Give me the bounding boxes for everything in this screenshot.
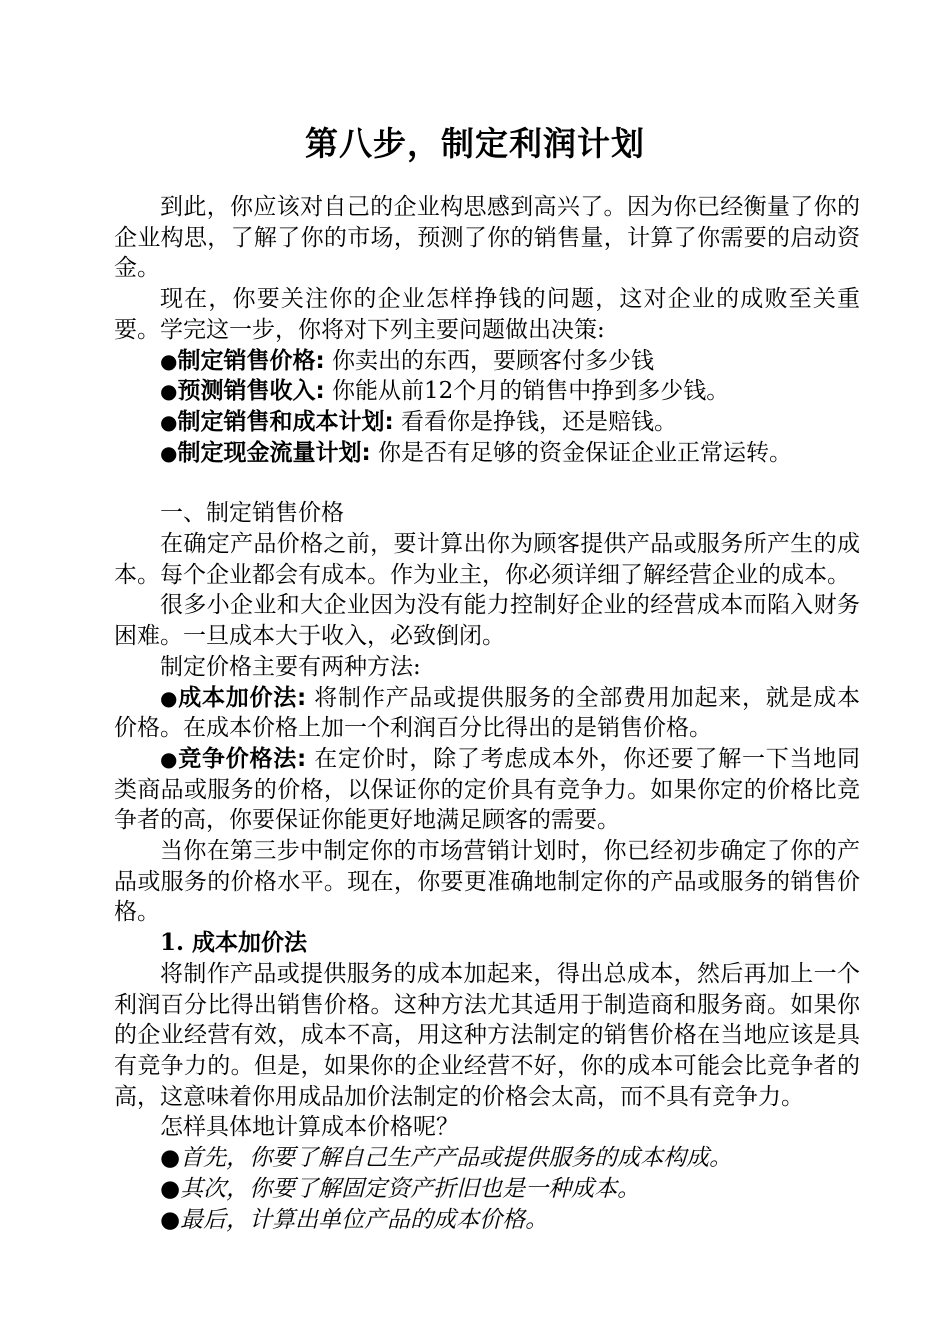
decision-text: 你能从前12个月的销售中挣到多少钱。 [331, 378, 730, 405]
decision-item-price [114, 346, 860, 377]
section-heading: 一、制定销售价格 [160, 500, 344, 527]
section-paragraph-2: 很多小企业和大企业因为没有能力控制好企业的经营成本而陷入财务困难。一旦成本大于收入，必致倒闭。 [114, 592, 860, 650]
decision-text: 你是否有足够的资金保证企业正常运转。 [377, 439, 792, 466]
intro-paragraph-1: 到此，你应该对自己的企业构思感到高兴了。因为你已经衡量了你的企业构思，了解了你的市场，预测了你的销售量，计算了你需要的启动资金。 [114, 194, 860, 282]
document-body [114, 192, 860, 1235]
decision-item-revenue [114, 376, 860, 407]
section-paragraph-1: 在确定产品价格之前，要计算出你为顾客提供产品或服务所产生的成本。每个企业都会有成本。作为业主，你必须详细了解经营企业的成本。 [114, 531, 860, 588]
decision-text: 你卖出的东西，要顾客付多少钱 [331, 347, 654, 374]
intro-paragraph-2: 现在，你要关注你的企业怎样挣钱的问题，这对企业的成败至关重要。学完这一步，你将对下列主要问题做出决策: [114, 286, 860, 343]
decision-lead: 预测销售收入: [177, 378, 325, 405]
method-lead: 竞争价格法: [178, 745, 307, 772]
method-cost-plus [114, 683, 860, 744]
bullet-dot-icon: ● [160, 685, 179, 710]
method-text: 在定价时，除了考虑成本外，你还要了解一下当地同类商品或服务的价格，以保证你的定价具有竞争力。如果你定的价格比竞争者的高，你要保证你能更好地满足顾客的需要。 [114, 745, 861, 834]
step-item-2: ●其次，你要了解固定资产折旧也是一种成本。 [160, 1175, 641, 1202]
decision-item-cashflow [114, 438, 860, 469]
method-lead: 成本加价法: [178, 684, 307, 711]
bullet-dot-icon: ● [160, 746, 179, 771]
method-competitive [114, 744, 860, 836]
subsection-paragraph: 将制作产品或提供服务的成本加起来，得出总成本，然后再加上一个利润百分比得出销售价格。这种方法尤其适用于制造商和服务商。如果你的企业经营有效，成本不高，用这种方法制定的销售价格在当地应该是具有竞争力的。但是，如果你的企业经营不好，你的成本可能会比竞争者的高，这意味着你用成品加价法制定的价格会太高，而不具有竞争力。 [114, 960, 860, 1110]
step-item-1: ●首先，你要了解自己生产产品或提供服务的成本构成。 [160, 1145, 733, 1172]
spacer [114, 468, 860, 498]
decision-lead: 制定销售价格: [177, 347, 325, 374]
section-paragraph-after: 当你在第三步中制定你的市场营销计划时，你已经初步确定了你的产品或服务的价格水平。现在，你要更准确地制定你的产品或服务的销售价格。 [114, 838, 860, 926]
decision-lead: 制定现金流量计划: [177, 439, 371, 466]
bullet-dot-icon: ● [160, 348, 178, 373]
bullet-dot-icon: ● [160, 409, 178, 434]
method-text: 将制作产品或提供服务的全部费用加起来，就是成本价格。在成本价格上加一个利润百分比得出的是销售价格。 [114, 684, 861, 742]
subsection-heading: 1. 成本加价法 [160, 929, 308, 957]
bullet-dot-icon: ● [160, 379, 178, 404]
page-title: 第八步，制定利润计划 [305, 124, 645, 163]
bullet-dot-icon: ● [160, 440, 178, 465]
step-item-3: ●最后，计算出单位产品的成本价格。 [160, 1206, 549, 1233]
decision-text: 看看你是挣钱，还是赔钱。 [400, 408, 677, 435]
section-paragraph-3: 制定价格主要有两种方法: [160, 653, 421, 680]
decision-lead: 制定销售和成本计划: [177, 408, 394, 435]
subsection-question: 怎样具体地计算成本价格呢？ [160, 1114, 459, 1141]
decision-item-cost-plan [114, 407, 860, 438]
